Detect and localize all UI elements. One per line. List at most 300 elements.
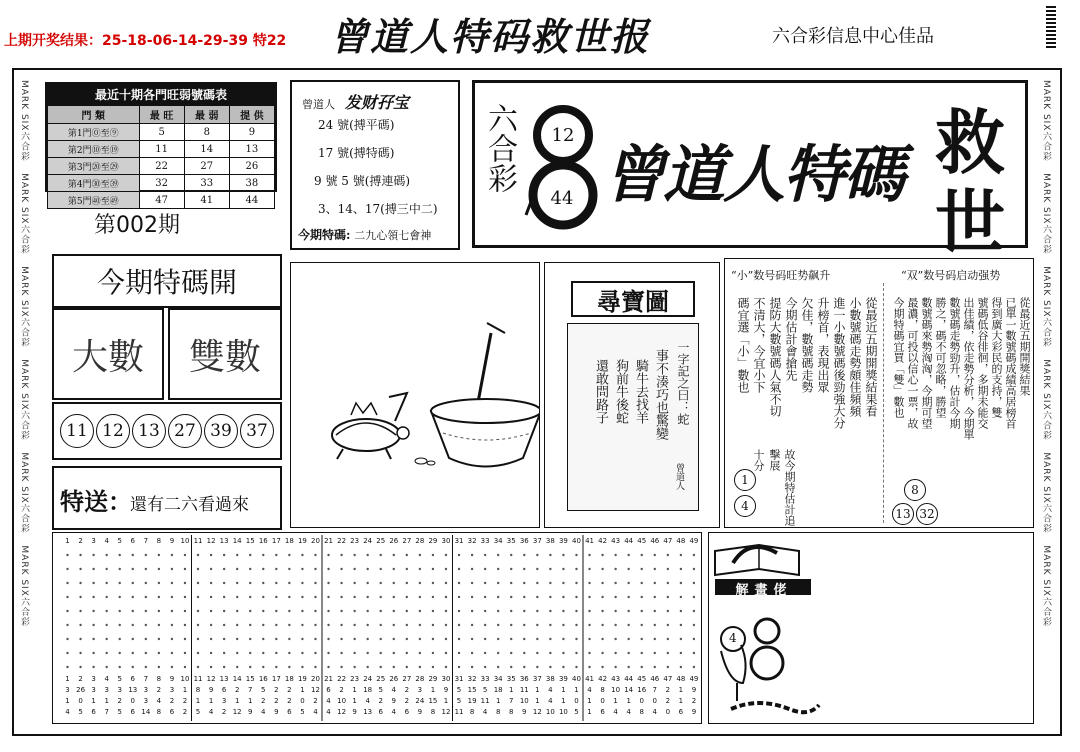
grid-dot bbox=[458, 666, 460, 668]
grid-dot bbox=[536, 638, 538, 640]
record-header: 最 弱 bbox=[184, 106, 229, 124]
grid-dot bbox=[197, 610, 199, 612]
grid-bottom-value: 6 bbox=[169, 708, 175, 716]
grid-dot bbox=[327, 554, 329, 556]
analysis-right-ball: 8 bbox=[904, 479, 926, 501]
grid-dot bbox=[510, 652, 512, 654]
grid-dot bbox=[171, 624, 173, 626]
grid-dot bbox=[380, 666, 382, 668]
grid-dot bbox=[614, 624, 616, 626]
grid-bottom-value: 2 bbox=[182, 697, 188, 705]
grid-bottom-value: 1 bbox=[535, 686, 540, 694]
issue-number: 第002期 bbox=[94, 213, 180, 238]
grid-dot bbox=[536, 610, 538, 612]
analysis-left-column: 進一小數號碼後勁強大分 bbox=[832, 297, 846, 429]
grid-bottom-value: 4 bbox=[261, 708, 266, 716]
analysis-right-ball: 32 bbox=[916, 503, 938, 525]
grid-bottom-value: 41 bbox=[585, 675, 594, 683]
grid-dot bbox=[562, 582, 564, 584]
grid-dot bbox=[693, 652, 695, 654]
grid-bottom-value: 9 bbox=[417, 708, 423, 716]
grid-dot bbox=[262, 638, 264, 640]
grid-dot bbox=[158, 666, 160, 668]
grid-dot bbox=[641, 652, 643, 654]
grid-dot bbox=[158, 610, 160, 612]
grid-dot bbox=[92, 666, 94, 668]
grid-header-number: 38 bbox=[545, 537, 555, 545]
grid-dot bbox=[327, 610, 329, 612]
grid-bottom-value: 0 bbox=[665, 708, 671, 716]
grid-bottom-value: 40 bbox=[572, 675, 581, 683]
grid-dot bbox=[66, 582, 68, 584]
grid-header-number: 32 bbox=[467, 537, 477, 545]
grid-dot bbox=[419, 652, 421, 654]
grid-dot bbox=[458, 624, 460, 626]
grid-header-number: 16 bbox=[258, 537, 268, 545]
grid-dot bbox=[393, 666, 395, 668]
grid-bottom-value: 25 bbox=[376, 675, 386, 683]
grid-dot bbox=[236, 652, 238, 654]
grid-bottom-value: 11 bbox=[193, 675, 203, 683]
grid-dot bbox=[497, 610, 499, 612]
grid-header-number: 42 bbox=[598, 537, 608, 545]
banner-ball-bottom: 44 bbox=[550, 187, 574, 209]
grid-dot bbox=[158, 568, 160, 570]
grid-dot bbox=[680, 652, 682, 654]
grid-bottom-value: 7 bbox=[652, 686, 658, 694]
grid-dot bbox=[641, 582, 643, 584]
table-row: 第5門㊵至㊾ 47 41 44 bbox=[48, 192, 275, 209]
banner-liuhecai: 六合彩 bbox=[482, 103, 517, 193]
grid-dot bbox=[406, 568, 408, 570]
grid-dot bbox=[79, 596, 81, 598]
grid-dot bbox=[445, 568, 447, 570]
grid-dot bbox=[236, 666, 238, 668]
analysis-right-column: 得到廣大彩民的支持，雙 bbox=[990, 297, 1003, 418]
grid-bottom-value: 10 bbox=[545, 708, 555, 716]
grid-header-number: 3 bbox=[91, 537, 96, 545]
grid-dot bbox=[654, 596, 656, 598]
grid-dot bbox=[66, 638, 68, 640]
grid-dot bbox=[380, 568, 382, 570]
grid-dot bbox=[536, 568, 538, 570]
grid-bottom-value: 2 bbox=[339, 686, 344, 694]
grid-dot bbox=[471, 666, 473, 668]
grid-dot bbox=[197, 582, 199, 584]
grid-bottom-value: 10 bbox=[337, 697, 347, 705]
grid-dot bbox=[510, 582, 512, 584]
grid-dot bbox=[210, 568, 212, 570]
grid-header-number: 5 bbox=[117, 537, 122, 545]
grid-dot bbox=[119, 554, 121, 556]
grid-dot bbox=[445, 652, 447, 654]
grid-bottom-value: 17 bbox=[271, 675, 281, 683]
grid-dot bbox=[262, 610, 264, 612]
grid-dot bbox=[693, 568, 695, 570]
grid-dot bbox=[145, 582, 147, 584]
grid-dot bbox=[614, 652, 616, 654]
grid-dot bbox=[236, 582, 238, 584]
grid-bottom-value: 9 bbox=[691, 708, 697, 716]
grid-bottom-value: 8 bbox=[430, 708, 436, 716]
grid-bottom-value: 18 bbox=[363, 686, 373, 694]
grid-dot bbox=[275, 610, 277, 612]
grid-dot bbox=[393, 610, 395, 612]
grid-bottom-value: 12 bbox=[337, 708, 347, 716]
grid-bottom-value: 11 bbox=[454, 708, 464, 716]
grid-bottom-value: 15 bbox=[245, 675, 255, 683]
grid-bottom-value: 4 bbox=[587, 686, 592, 694]
grid-dot bbox=[393, 568, 395, 570]
grid-header-number: 47 bbox=[663, 537, 673, 545]
grid-dot bbox=[171, 568, 173, 570]
grid-dot bbox=[158, 638, 160, 640]
masthead-title: 曾道人特码救世报 bbox=[330, 14, 651, 59]
special-open-title: 今期特碼開 bbox=[52, 254, 282, 308]
number-balls bbox=[52, 402, 282, 460]
analysis-right-column: 出佳績，依走勢分析，今期單 bbox=[962, 297, 975, 440]
grid-dot bbox=[145, 666, 147, 668]
grid-dot bbox=[575, 638, 577, 640]
grid-dot bbox=[575, 554, 577, 556]
grid-dot bbox=[132, 610, 134, 612]
grid-dot bbox=[327, 596, 329, 598]
grid-dot bbox=[484, 582, 486, 584]
grid-dot bbox=[458, 568, 460, 570]
grid-bottom-value: 9 bbox=[208, 686, 214, 694]
grid-dot bbox=[223, 652, 225, 654]
grid-header-number: 34 bbox=[493, 537, 503, 545]
table-row: 第4門㉚至㊴ 32 33 38 bbox=[48, 175, 275, 192]
grid-bottom-value: 3 bbox=[221, 697, 227, 705]
grid-bottom-value: 22 bbox=[337, 675, 347, 683]
grid-bottom-value: 9 bbox=[247, 708, 253, 716]
grid-header-number: 20 bbox=[311, 537, 320, 545]
grid-bottom-value: 2 bbox=[274, 697, 279, 705]
grid-dot bbox=[145, 610, 147, 612]
grid-header-number: 37 bbox=[532, 537, 542, 545]
grid-dot bbox=[366, 610, 368, 612]
explainer-number: 4 bbox=[729, 631, 737, 645]
grid-dot bbox=[393, 596, 395, 598]
special-value: 二九心領七會神 bbox=[354, 229, 432, 242]
grid-bottom-value: 27 bbox=[402, 675, 412, 683]
grid-dot bbox=[353, 610, 355, 612]
grid-dot bbox=[314, 624, 316, 626]
grid-bottom-value: 1 bbox=[182, 686, 188, 694]
grid-dot bbox=[288, 610, 290, 612]
grid-dot bbox=[119, 582, 121, 584]
grid-dot bbox=[314, 554, 316, 556]
grid-dot bbox=[445, 582, 447, 584]
grid-dot bbox=[549, 610, 551, 612]
grid-dot bbox=[340, 582, 342, 584]
grid-dot bbox=[497, 652, 499, 654]
grid-bottom-value: 45 bbox=[637, 675, 647, 683]
grid-dot bbox=[288, 638, 290, 640]
grid-dot bbox=[601, 568, 603, 570]
grid-dot bbox=[549, 582, 551, 584]
grid-header-number: 13 bbox=[219, 537, 229, 545]
grid-dot bbox=[340, 596, 342, 598]
grid-dot bbox=[445, 596, 447, 598]
grid-dot bbox=[314, 638, 316, 640]
grid-dot bbox=[92, 568, 94, 570]
grid-bottom-value: 49 bbox=[689, 675, 699, 683]
grid-bottom-value: 13 bbox=[128, 686, 138, 694]
analysis-left-column: 小數號碼走勢頗佳頻頻 bbox=[848, 297, 862, 417]
grid-header-number: 48 bbox=[676, 537, 686, 545]
grid-dot bbox=[536, 554, 538, 556]
grid-dot bbox=[562, 624, 564, 626]
grid-bottom-value: 8 bbox=[469, 708, 475, 716]
grid-dot bbox=[236, 554, 238, 556]
grid-dot bbox=[445, 666, 447, 668]
grid-bottom-value: 9 bbox=[274, 708, 279, 716]
tip-line: 9 號 5 號(搏連碼) bbox=[314, 174, 411, 188]
grid-bottom-value: 6 bbox=[221, 686, 227, 694]
grid-dot bbox=[497, 596, 499, 598]
grid-bottom-value: 5 bbox=[261, 686, 266, 694]
grid-bottom-value: 30 bbox=[441, 675, 451, 683]
grid-dot bbox=[327, 582, 329, 584]
grid-bottom-value: 32 bbox=[467, 675, 477, 683]
grid-dot bbox=[262, 666, 264, 668]
grid-dot bbox=[353, 568, 355, 570]
tip-line: 17 號(搏特碼) bbox=[318, 146, 395, 160]
grid-dot bbox=[667, 652, 669, 654]
grid-dot bbox=[693, 638, 695, 640]
grid-dot bbox=[510, 624, 512, 626]
grid-dot bbox=[327, 624, 329, 626]
grid-dot bbox=[641, 666, 643, 668]
analysis-left-column: 提防大數號碼人氣不切 bbox=[768, 297, 782, 417]
history-grid-svg bbox=[53, 533, 701, 723]
grid-header-number: 26 bbox=[389, 537, 399, 545]
grid-dot bbox=[210, 652, 212, 654]
grid-dot bbox=[79, 582, 81, 584]
grid-dot bbox=[549, 638, 551, 640]
grid-dot bbox=[79, 610, 81, 612]
grid-dot bbox=[132, 624, 134, 626]
grid-bottom-value: 10 bbox=[519, 697, 529, 705]
grid-bottom-value: 2 bbox=[169, 697, 175, 705]
grid-dot bbox=[575, 666, 577, 668]
grid-bottom-value: 34 bbox=[493, 675, 503, 683]
grid-dot bbox=[536, 582, 538, 584]
grid-bottom-value: 0 bbox=[130, 697, 136, 705]
grid-bottom-value: 0 bbox=[78, 697, 83, 705]
grid-dot bbox=[184, 638, 186, 640]
grid-dot bbox=[406, 582, 408, 584]
grid-dot bbox=[458, 554, 460, 556]
grid-dot bbox=[497, 666, 499, 668]
grid-bottom-value: 1 bbox=[587, 708, 592, 716]
grid-bottom-value: 12 bbox=[311, 686, 320, 694]
grid-bottom-value: 4 bbox=[391, 708, 397, 716]
grid-dot bbox=[680, 666, 682, 668]
table-row: 第2門⑩至⑲ 11 14 13 bbox=[48, 141, 275, 158]
grid-dot bbox=[288, 652, 290, 654]
grid-dot bbox=[419, 568, 421, 570]
grid-dot bbox=[132, 638, 134, 640]
grid-dot bbox=[105, 652, 107, 654]
grid-bottom-value: 12 bbox=[232, 708, 242, 716]
grid-dot bbox=[92, 638, 94, 640]
grid-dot bbox=[184, 554, 186, 556]
grid-dot bbox=[523, 568, 525, 570]
grid-dot bbox=[549, 652, 551, 654]
grid-bottom-value: 13 bbox=[363, 708, 373, 716]
analysis-right-column: 最濃，可投以信心一票，故 bbox=[906, 297, 919, 429]
grid-dot bbox=[288, 568, 290, 570]
analysis-left-column: 碼宜選「小」數也 bbox=[736, 297, 750, 393]
record-table bbox=[45, 82, 277, 207]
grid-dot bbox=[523, 582, 525, 584]
grid-dot bbox=[184, 568, 186, 570]
grid-bottom-value: 1 bbox=[561, 697, 566, 705]
grid-dot bbox=[680, 582, 682, 584]
grid-dot bbox=[223, 582, 225, 584]
treasure-map-panel bbox=[544, 262, 720, 528]
grid-dot bbox=[654, 554, 656, 556]
grid-dot bbox=[627, 568, 629, 570]
grid-bottom-value: 3 bbox=[91, 675, 96, 683]
grid-bottom-value: 24 bbox=[363, 675, 373, 683]
grid-dot bbox=[66, 568, 68, 570]
grid-bottom-value: 8 bbox=[156, 708, 162, 716]
tip-line: 24 號(搏平碼) bbox=[318, 118, 395, 132]
tortoise-cup-illustration-icon bbox=[291, 263, 539, 527]
grid-dot bbox=[575, 610, 577, 612]
record-header: 門 類 bbox=[48, 106, 140, 124]
grid-dot bbox=[132, 666, 134, 668]
grid-bottom-value: 12 bbox=[532, 708, 542, 716]
grid-bottom-value: 1 bbox=[247, 697, 253, 705]
grid-header-number: 49 bbox=[689, 537, 699, 545]
grid-dot bbox=[210, 610, 212, 612]
grid-bottom-value: 23 bbox=[350, 675, 360, 683]
grid-bottom-value: 1 bbox=[91, 697, 96, 705]
grid-header-number: 27 bbox=[402, 537, 412, 545]
grid-dot bbox=[340, 554, 342, 556]
analysis-right-column: 從最近五期開獎結果 bbox=[1018, 297, 1031, 396]
special-gift-text: 還有二六看過來 bbox=[130, 495, 249, 515]
grid-bottom-value: 19 bbox=[297, 675, 307, 683]
grid-dot bbox=[523, 666, 525, 668]
grid-header-number: 30 bbox=[441, 537, 451, 545]
grid-header-number: 14 bbox=[232, 537, 242, 545]
grid-dot bbox=[223, 624, 225, 626]
grid-dot bbox=[432, 582, 434, 584]
grid-dot bbox=[419, 610, 421, 612]
grid-bottom-value: 0 bbox=[300, 697, 305, 705]
grid-dot bbox=[562, 666, 564, 668]
option-big-number: 大數 bbox=[52, 308, 164, 400]
grid-bottom-value: 28 bbox=[415, 675, 425, 683]
tips-box bbox=[290, 80, 460, 250]
grid-dot bbox=[654, 568, 656, 570]
grid-bottom-value: 5 bbox=[78, 708, 83, 716]
grid-dot bbox=[393, 554, 395, 556]
grid-dot bbox=[406, 638, 408, 640]
grid-bottom-value: 8 bbox=[508, 708, 514, 716]
grid-bottom-value: 29 bbox=[428, 675, 438, 683]
grid-dot bbox=[66, 610, 68, 612]
grid-dot bbox=[497, 568, 499, 570]
grid-dot bbox=[484, 596, 486, 598]
grid-dot bbox=[158, 554, 160, 556]
grid-bottom-value: 5 bbox=[195, 708, 201, 716]
banner-big-1: 救 bbox=[935, 101, 1005, 184]
grid-bottom-value: 5 bbox=[378, 686, 383, 694]
grid-dot bbox=[601, 610, 603, 612]
grid-dot bbox=[262, 582, 264, 584]
grid-bottom-value: 8 bbox=[639, 708, 644, 716]
grid-dot bbox=[523, 638, 525, 640]
grid-dot bbox=[197, 666, 199, 668]
grid-dot bbox=[79, 568, 81, 570]
grid-dot bbox=[484, 568, 486, 570]
grid-dot bbox=[249, 610, 251, 612]
history-dot-grid bbox=[52, 532, 702, 724]
grid-dot bbox=[145, 624, 147, 626]
analysis-right-column: 數號碼來勢洶洶，今期可望 bbox=[920, 297, 933, 429]
grid-dot bbox=[432, 596, 434, 598]
grid-bottom-value: 1 bbox=[352, 697, 357, 705]
grid-dot bbox=[210, 554, 212, 556]
grid-dot bbox=[66, 666, 68, 668]
grid-dot bbox=[145, 596, 147, 598]
grid-dot bbox=[171, 582, 173, 584]
grid-dot bbox=[92, 624, 94, 626]
grid-dot bbox=[275, 666, 277, 668]
grid-dot bbox=[301, 610, 303, 612]
grid-dot bbox=[510, 596, 512, 598]
treasure-title: 尋寶圖 bbox=[571, 281, 695, 317]
grid-bottom-value: 36 bbox=[519, 675, 529, 683]
grid-dot bbox=[419, 554, 421, 556]
grid-dot bbox=[406, 652, 408, 654]
grid-bottom-value: 0 bbox=[574, 697, 579, 705]
grid-header-number: 1 bbox=[65, 537, 70, 545]
grid-dot bbox=[158, 596, 160, 598]
grid-dot bbox=[406, 624, 408, 626]
grid-dot bbox=[667, 638, 669, 640]
grid-dot bbox=[627, 638, 629, 640]
grid-dot bbox=[588, 638, 590, 640]
grid-dot bbox=[288, 624, 290, 626]
grid-bottom-value: 2 bbox=[274, 686, 279, 694]
grid-dot bbox=[366, 652, 368, 654]
grid-header-number: 6 bbox=[130, 537, 136, 545]
grid-dot bbox=[105, 624, 107, 626]
grid-bottom-value: 9 bbox=[443, 686, 449, 694]
grid-bottom-value: 4 bbox=[326, 697, 331, 705]
grid-dot bbox=[588, 568, 590, 570]
grid-dot bbox=[562, 610, 564, 612]
grid-bottom-value: 5 bbox=[482, 686, 488, 694]
grid-dot bbox=[458, 610, 460, 612]
grid-dot bbox=[66, 652, 68, 654]
grid-bottom-value: 5 bbox=[456, 697, 462, 705]
grid-dot bbox=[184, 582, 186, 584]
grid-dot bbox=[119, 652, 121, 654]
grid-header-number: 35 bbox=[506, 537, 516, 545]
grid-bottom-value: 4 bbox=[652, 708, 658, 716]
grid-dot bbox=[549, 666, 551, 668]
banner-title: 曾道人特碼 bbox=[603, 138, 904, 211]
